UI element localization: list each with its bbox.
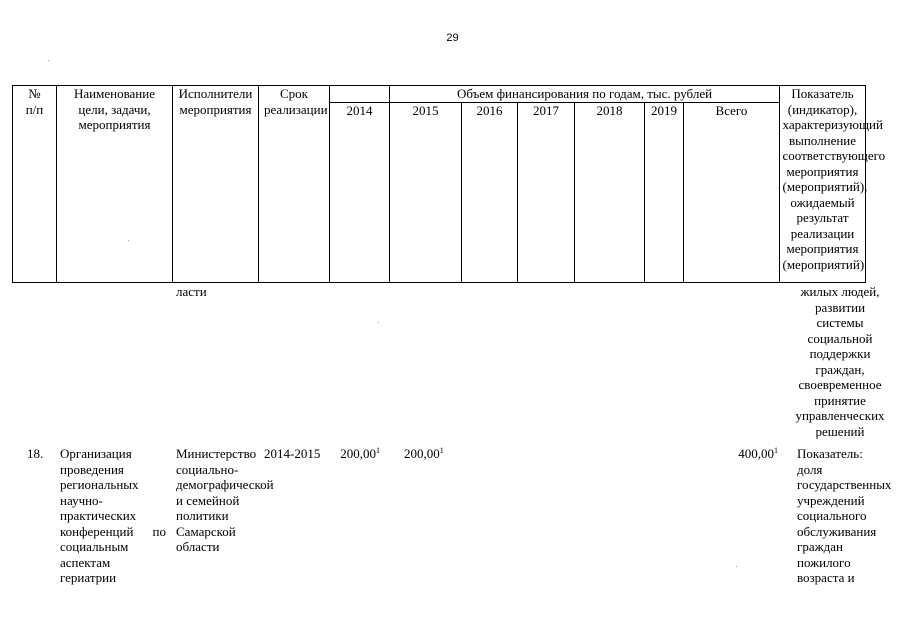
header-year-2016: 2016 [462, 102, 518, 282]
header-num: № п/п [13, 86, 57, 283]
row-18-number: 18. [27, 446, 44, 461]
scan-speck [48, 60, 49, 61]
row-18-total: 400,00$^1$ [738, 446, 778, 461]
scan-speck [736, 566, 737, 567]
header-total: Всего [684, 102, 780, 282]
continuation-executor: ласти [176, 284, 207, 299]
header-term: Срок реализации [259, 86, 330, 283]
row-18-executor: Министерство социально-демографической и семейной политики Самарской области [176, 446, 274, 554]
header-name: Наименование цели, задачи, мероприятия [57, 86, 173, 283]
header-year-2014: 2014 [330, 102, 390, 282]
header-executor: Исполнители мероприятия [173, 86, 259, 283]
header-indicator: Показатель (индикатор), характеризующий выполнение соответствующего мероприятия (мероприятий), ожидаемый результат реализации мероприятия (мероприятий) [780, 86, 866, 283]
header-year-2018: 2018 [575, 102, 645, 282]
header-year-2019: 2019 [645, 102, 684, 282]
header-funding-title: Объем финансирования по годам, тыс. рублей [390, 86, 780, 103]
header-year-2015: 2015 [390, 102, 462, 282]
page-number: 29 [446, 32, 459, 44]
header-year-2017: 2017 [518, 102, 575, 282]
scan-speck [128, 240, 129, 241]
row-18-name: Организация проведения региональных научно-практических конференций по социальным аспектам гериатрии [60, 446, 166, 585]
continuation-indicator: жилых людей, развитии системы социальной поддержки граждан, своевременное принятие управленческих решений [795, 284, 885, 439]
scan-speck [378, 322, 379, 323]
row-18-value-2014: 200,00$^1$ [340, 446, 380, 461]
header-blank-cell [330, 86, 390, 103]
row-18-value-2015: 200,00$^1$ [404, 446, 444, 461]
row-18-indicator: Показатель: доля государственных учреждений социального обслуживания граждан пожилого возраста и [797, 446, 892, 585]
row-18-term: 2014-2015 [264, 446, 321, 461]
table-header [12, 85, 886, 283]
